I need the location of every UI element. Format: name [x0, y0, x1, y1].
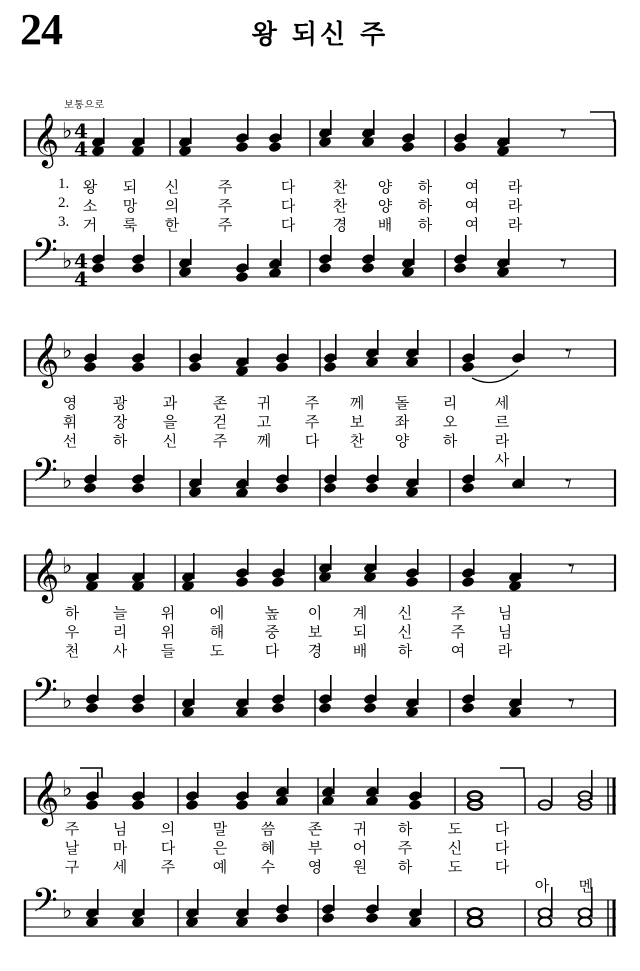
lyric-syllable: 말 — [212, 820, 228, 838]
lyric-syllable: 신 — [397, 623, 413, 641]
note-chord — [85, 675, 99, 714]
lyric-syllable: 도 — [447, 820, 463, 838]
lyric-syllable: 하 — [112, 432, 128, 450]
lyric-syllable: 주 — [450, 604, 466, 622]
lyric-syllable: 르 — [494, 413, 510, 431]
note-chord — [363, 675, 377, 714]
lyric-syllable: 구 — [64, 858, 80, 876]
lyric-line-verse1 — [20, 176, 620, 195]
lyric-syllable: 한 — [164, 216, 180, 234]
bass-clef-icon: 𝄢 — [32, 672, 58, 718]
lyric-line-verse1 — [20, 602, 620, 621]
lyric-line-verse2 — [20, 837, 620, 856]
lyric-syllable: 늘 — [112, 604, 128, 622]
lyric-syllable: 양 — [394, 432, 410, 450]
lyric-syllable: 혜 — [260, 839, 276, 857]
lyric-syllable: 세 — [494, 394, 510, 412]
quarter-rest: 𝄾 — [565, 339, 572, 369]
lyric-line-verse1 — [20, 818, 620, 837]
lyric-syllable: 배 — [352, 642, 368, 660]
lyric-line-verse3 — [20, 640, 620, 659]
note-chord — [131, 235, 145, 274]
hymn-number: 24 — [20, 5, 62, 54]
lyric-syllable: 높 — [264, 604, 280, 622]
note-chord — [271, 675, 285, 714]
lyric-syllable: 소 — [82, 197, 98, 215]
lyric-syllable: 하 — [442, 432, 458, 450]
quarter-rest: 𝄾 — [565, 469, 572, 499]
lyrics-block-3 — [20, 602, 620, 659]
lyric-line-verse1 — [20, 392, 620, 411]
whole-note-chord — [468, 908, 482, 926]
lyric-syllable: 왕 — [82, 178, 98, 196]
lyric-syllable: 보 — [349, 413, 365, 431]
lyric-syllable: 하 — [417, 178, 433, 196]
note-chord — [318, 675, 332, 714]
note-chord — [131, 675, 145, 714]
lyric-syllable: 되 — [122, 178, 138, 196]
quarter-rest: 𝄾 — [568, 689, 575, 719]
lyric-syllable: 다 — [160, 839, 176, 857]
lyric-syllable: 하 — [397, 642, 413, 660]
lyric-syllable: 찬 — [349, 432, 365, 450]
lyric-syllable: 께 — [256, 432, 272, 450]
key-signature-flat: ♭ — [62, 469, 73, 494]
lyric-syllable-amen: 아 — [534, 877, 550, 895]
page-title: 왕 되신 주 — [251, 20, 389, 50]
lyric-syllable: 라 — [497, 642, 513, 660]
lyric-syllable: 천 — [64, 642, 80, 660]
treble-clef-icon: 𝄞 — [32, 547, 60, 601]
verse-number: 1. — [58, 176, 70, 192]
key-signature-flat: ♭ — [62, 777, 73, 802]
lyric-syllable: 여 — [464, 216, 480, 234]
lyric-syllable: 다 — [264, 642, 280, 660]
lyric-syllable: 수 — [260, 858, 276, 876]
lyric-syllable: 신 — [162, 432, 178, 450]
lyric-syllable: 하 — [397, 858, 413, 876]
lyric-line-verse2 — [20, 411, 620, 430]
lyric-syllable: 라 — [494, 432, 510, 450]
note-chord — [579, 770, 593, 810]
lyric-syllable: 해 — [209, 623, 225, 641]
lyric-syllable: 세 — [112, 858, 128, 876]
lyric-syllable: 주 — [217, 197, 233, 215]
lyric-syllable: 양 — [377, 178, 393, 196]
note-chord — [365, 768, 379, 807]
lyric-syllable: 들 — [160, 642, 176, 660]
lyric-syllable: 다 — [494, 858, 510, 876]
lyric-syllable: 에 — [209, 604, 225, 622]
lyric-syllable: 주 — [212, 432, 228, 450]
lyric-syllable: 도 — [209, 642, 225, 660]
lyric-syllable: 님 — [497, 604, 513, 622]
key-signature-flat: ♭ — [62, 554, 73, 579]
lyric-syllable: 걷 — [212, 413, 228, 431]
quarter-rest: 𝄾 — [560, 119, 567, 149]
lyric-syllable: 하 — [417, 216, 433, 234]
lyric-syllable: 여 — [464, 197, 480, 215]
note-chord — [275, 768, 289, 807]
lyric-syllable: 과 — [162, 394, 178, 412]
lyric-syllable: 리 — [442, 394, 458, 412]
time-signature-bottom: 4 — [74, 137, 88, 161]
lyric-syllable: 귀 — [256, 394, 272, 412]
lyric-syllable: 찬 — [332, 197, 348, 215]
lyric-syllable: 주 — [217, 216, 233, 234]
lyric-syllable: 신 — [447, 839, 463, 857]
lyric-syllable: 주 — [450, 623, 466, 641]
time-signature-bottom: 4 — [74, 267, 88, 291]
note-chord — [321, 768, 335, 807]
lyric-syllable: 하 — [64, 604, 80, 622]
lyric-syllable-amen: 멘 — [578, 877, 594, 895]
key-signature-flat: ♭ — [62, 689, 73, 714]
treble-clef-icon: 𝄞 — [32, 770, 60, 824]
lyric-syllable: 다 — [280, 197, 296, 215]
lyric-syllable: 의 — [160, 820, 176, 838]
lyric-syllable: 은 — [212, 839, 228, 857]
lyric-syllable: 계 — [352, 604, 368, 622]
lyric-syllable: 선 — [62, 432, 78, 450]
lyric-syllable: 위 — [160, 623, 176, 641]
lyric-syllable: 라 — [507, 178, 523, 196]
lyric-syllable: 룩 — [122, 216, 138, 234]
lyric-syllable: 망 — [122, 197, 138, 215]
bass-clef-icon: 𝄢 — [32, 452, 58, 498]
lyric-syllable: 께 — [349, 394, 365, 412]
lyric-syllable: 주 — [397, 839, 413, 857]
treble-clef-icon: 𝄞 — [32, 332, 60, 386]
treble-clef-icon: 𝄞 — [32, 112, 60, 166]
lyric-line-verse3 — [20, 214, 620, 233]
lyrics-block-4 — [20, 818, 620, 894]
lyric-syllable: 부 — [307, 839, 323, 857]
key-signature-flat: ♭ — [62, 249, 73, 274]
lyric-syllable: 을 — [162, 413, 178, 431]
lyric-syllable: 중 — [264, 623, 280, 641]
lyric-syllable: 도 — [447, 858, 463, 876]
lyric-syllable: 경 — [307, 642, 323, 660]
lyric-syllable: 존 — [307, 820, 323, 838]
lyric-syllable: 돌 — [394, 394, 410, 412]
lyric-syllable: 거 — [82, 216, 98, 234]
note-tied — [511, 330, 525, 364]
note-chord — [453, 235, 467, 274]
lyric-line-amen — [20, 875, 620, 894]
lyric-syllable: 다 — [304, 432, 320, 450]
lyric-line-verse2 — [20, 621, 620, 640]
lyric-syllable: 다 — [280, 178, 296, 196]
lyric-syllable: 우 — [64, 623, 80, 641]
key-signature-flat: ♭ — [62, 899, 73, 924]
time-signature-top: 4 — [74, 249, 88, 273]
lyric-syllable: 다 — [494, 839, 510, 857]
lyric-syllable: 보 — [307, 623, 323, 641]
whole-note-chord — [468, 791, 482, 809]
lyric-line-verse3 — [20, 430, 620, 449]
key-signature-flat: ♭ — [62, 119, 73, 144]
lyric-syllable: 귀 — [352, 820, 368, 838]
lyric-syllable: 경 — [332, 216, 348, 234]
lyric-syllable: 오 — [442, 413, 458, 431]
lyric-line-verse3 — [20, 856, 620, 875]
quarter-rest: 𝄾 — [560, 249, 567, 279]
lyric-line-verse2 — [20, 195, 620, 214]
lyric-syllable: 사 — [494, 451, 510, 469]
lyric-syllable: 영 — [307, 858, 323, 876]
lyric-syllable: 사 — [112, 642, 128, 660]
lyric-syllable: 위 — [160, 604, 176, 622]
lyric-syllable: 다 — [494, 820, 510, 838]
lyric-syllable: 휘 — [62, 413, 78, 431]
bass-clef-icon: 𝄢 — [32, 882, 58, 928]
lyric-syllable: 찬 — [332, 178, 348, 196]
lyric-syllable: 신 — [397, 604, 413, 622]
verse-number: 2. — [58, 195, 70, 211]
lyric-syllable: 배 — [377, 216, 393, 234]
lyrics-block-2 — [20, 392, 620, 468]
note-chord — [268, 240, 282, 279]
note-chord — [318, 235, 332, 274]
lyric-syllable: 다 — [280, 216, 296, 234]
lyrics-block-1 — [20, 176, 620, 233]
quarter-rest: 𝄾 — [568, 554, 575, 584]
lyric-syllable: 하 — [397, 820, 413, 838]
lyric-syllable: 주 — [217, 178, 233, 196]
lyric-syllable: 예 — [212, 858, 228, 876]
key-signature-flat: ♭ — [62, 339, 73, 364]
lyric-syllable: 신 — [164, 178, 180, 196]
lyric-syllable: 장 — [112, 413, 128, 431]
lyric-syllable: 여 — [464, 178, 480, 196]
lyric-syllable: 하 — [417, 197, 433, 215]
bass-clef-icon: 𝄢 — [32, 232, 58, 278]
lyric-syllable: 주 — [304, 394, 320, 412]
lyric-syllable: 라 — [507, 197, 523, 215]
lyric-syllable: 좌 — [394, 413, 410, 431]
lyric-syllable: 날 — [64, 839, 80, 857]
lyric-syllable: 고 — [256, 413, 272, 431]
lyric-syllable: 님 — [497, 623, 513, 641]
lyric-syllable: 양 — [377, 197, 393, 215]
lyric-syllable: 되 — [352, 623, 368, 641]
lyric-syllable: 원 — [352, 858, 368, 876]
lyric-line-extra — [20, 449, 620, 468]
lyric-syllable: 어 — [352, 839, 368, 857]
lyric-syllable: 주 — [160, 858, 176, 876]
verse-number: 3. — [58, 214, 70, 230]
lyric-syllable: 주 — [64, 820, 80, 838]
note-chord — [461, 675, 475, 714]
tempo-marking: 보통으로 — [64, 100, 105, 111]
lyric-syllable: 의 — [164, 197, 180, 215]
lyric-syllable: 라 — [507, 216, 523, 234]
note-chord — [361, 235, 375, 274]
time-signature-top: 4 — [74, 119, 88, 143]
lyric-syllable: 씀 — [260, 820, 276, 838]
lyric-syllable: 영 — [62, 394, 78, 412]
lyric-syllable: 존 — [212, 394, 228, 412]
lyric-syllable: 주 — [304, 413, 320, 431]
lyric-syllable: 리 — [112, 623, 128, 641]
lyric-syllable: 님 — [112, 820, 128, 838]
note-chord — [91, 235, 105, 274]
lyric-syllable: 여 — [450, 642, 466, 660]
lyric-syllable: 마 — [112, 839, 128, 857]
lyric-syllable: 광 — [112, 394, 128, 412]
lyric-syllable: 이 — [307, 604, 323, 622]
